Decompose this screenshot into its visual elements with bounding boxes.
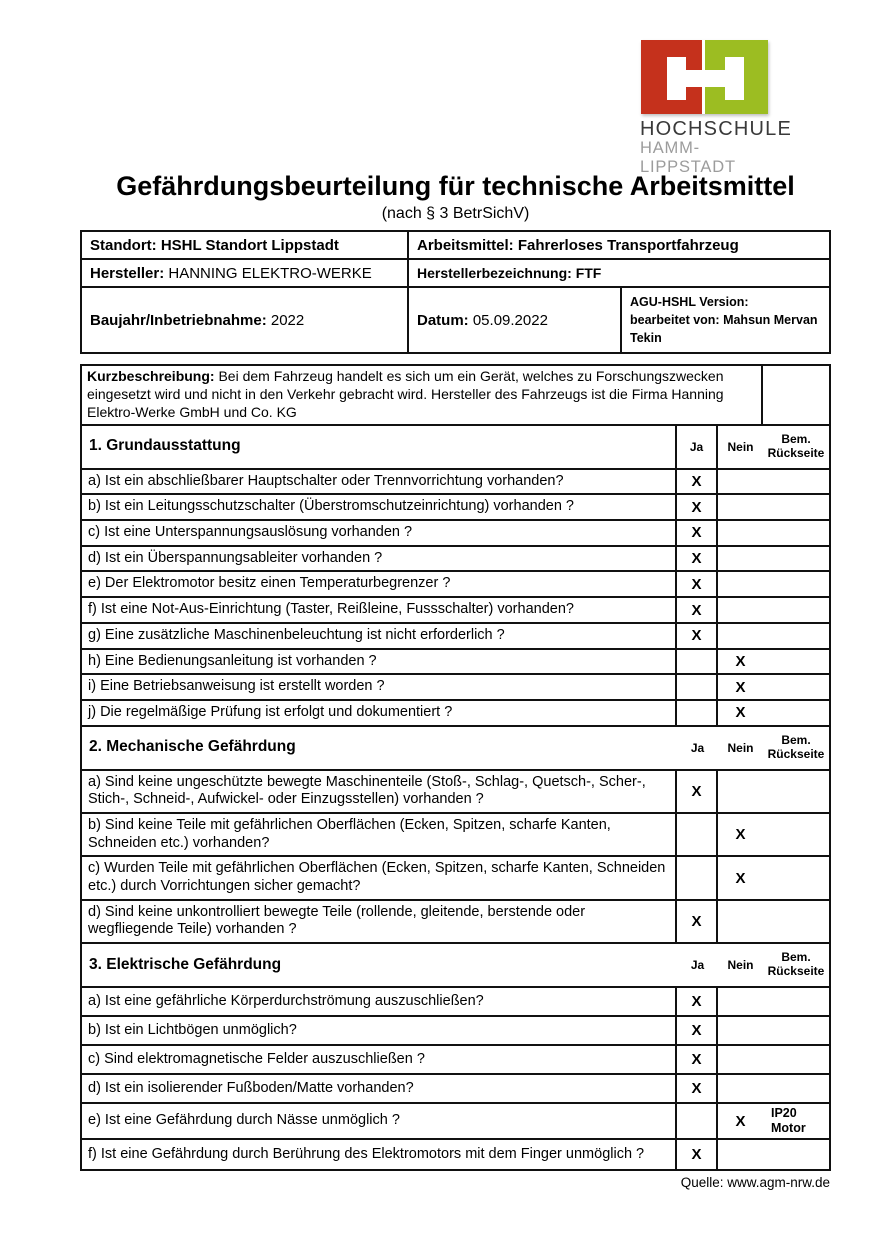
arbeitsmittel-value: Fahrerloses Transportfahrzeug <box>517 236 739 254</box>
datum-value: 05.09.2022 <box>472 311 548 329</box>
remark-cell <box>763 1140 829 1169</box>
answer-group <box>718 521 829 545</box>
checklist-row <box>82 814 829 857</box>
remark-cell <box>763 624 829 648</box>
section-title: 1. Grundausstattung <box>82 426 677 468</box>
question-text: e) Der Elektromotor besitz einen Temperaturbegrenzer ? <box>82 572 677 596</box>
answer-group <box>718 650 829 674</box>
answer-group <box>718 1017 829 1044</box>
answer-group <box>718 1075 829 1102</box>
answer-group <box>718 470 829 494</box>
answer-group <box>718 771 829 812</box>
answer-nein-cell <box>718 988 763 1015</box>
remark-cell <box>763 547 829 571</box>
datum-cell <box>407 288 620 352</box>
question-text: b) Ist ein Leitungsschutzschalter (Überstromschutzeinrichtung) vorhanden ? <box>82 495 677 519</box>
remark-cell <box>763 495 829 519</box>
hersteller-cell <box>82 260 407 286</box>
answer-ja-cell: X <box>677 901 718 942</box>
question-text: e) Ist eine Gefährdung durch Nässe unmöglich ? <box>82 1104 677 1138</box>
answer-ja-cell: X <box>677 547 718 571</box>
remark-cell <box>763 470 829 494</box>
answer-nein-cell <box>718 1046 763 1073</box>
logo-wordmark-sub: HAMM-LIPPSTADT <box>640 139 736 176</box>
checklist-row <box>82 857 829 900</box>
hersteller-label: Hersteller: <box>90 264 169 282</box>
answer-group <box>718 1140 829 1169</box>
version-line2: bearbeitet von: Mahsun Mervan Tekin <box>630 313 818 346</box>
checklist-sections <box>82 426 829 1169</box>
answer-nein-cell: X <box>735 678 746 696</box>
answer-ja-cell <box>677 857 718 898</box>
answer-group <box>718 701 829 725</box>
answer-nein-cell <box>718 624 763 648</box>
answer-nein-cell: X <box>735 1112 746 1130</box>
section-3 <box>82 944 829 1169</box>
answer-nein-cell <box>718 495 763 519</box>
answer-nein-cell: X <box>735 704 746 722</box>
checklist-row <box>82 771 829 814</box>
column-header-nein: Nein <box>727 740 754 755</box>
section-2 <box>82 727 829 945</box>
column-header-nein: Nein <box>727 439 754 454</box>
question-text: a) Ist ein abschließbarer Hauptschalter oder Trennvorrichtung vorhanden? <box>82 470 677 494</box>
question-text: c) Wurden Teile mit gefährlichen Oberflächen (Ecken, Spitzen, scharfe Kanten, Schneiden etc.) durch Vorrichtungen sicher gemacht? <box>82 857 677 898</box>
answer-ja-cell: X <box>677 624 718 648</box>
arbeitsmittel-cell <box>407 232 829 258</box>
kurzbeschreibung-body: Bei dem Fahrzeug handelt es sich um ein Gerät, welches zu Forschungszwecken eingesetzt wird und nicht in den Verkehr gebracht wird. Hersteller des Fahrzeugs ist die Firma Hanning Elektro-Werke GmbH und Co. KG <box>87 368 724 420</box>
answer-ja-cell <box>677 650 718 674</box>
answer-ja-cell <box>677 1104 718 1138</box>
checklist-row <box>82 547 829 573</box>
answer-group <box>718 988 829 1015</box>
answer-nein-cell <box>718 1140 763 1169</box>
question-text: d) Sind keine unkontrolliert bewegte Teile (rollende, gleitende, berstende oder wegfliegende Teile) vorhanden ? <box>82 901 677 942</box>
answer-ja-cell <box>677 675 718 699</box>
standort-label: Standort: <box>90 236 161 254</box>
bem-header-line1: Bem. <box>781 431 811 446</box>
question-text: d) Ist ein Überspannungsableiter vorhanden ? <box>82 547 677 571</box>
kurzbeschreibung-row <box>82 366 829 426</box>
remark-cell <box>763 988 829 1015</box>
remark-cell <box>763 572 829 596</box>
version-cell <box>620 288 829 352</box>
answer-ja-cell: X <box>677 1140 718 1169</box>
answer-group <box>718 857 829 898</box>
checklist-row <box>82 470 829 496</box>
question-text: a) Sind keine ungeschützte bewegte Maschinenteile (Stoß-, Schlag-, Quetsch-, Scher-, Stich-, Schneid-, Aufwickel- oder Einzugsstellen) vorhanden ? <box>82 771 677 812</box>
answer-group <box>718 624 829 648</box>
answer-ja-cell <box>677 814 718 855</box>
standort-value: HSHL Standort Lippstadt <box>160 236 339 254</box>
question-text: f) Ist eine Gefährdung durch Berührung des Elektromotors mit dem Finger unmöglich ? <box>82 1140 677 1169</box>
answer-nein-cell: X <box>735 652 746 670</box>
checklist-row <box>82 1104 829 1140</box>
answer-ja-cell: X <box>677 495 718 519</box>
section-title: 3. Elektrische Gefährdung <box>89 955 282 973</box>
page-subtitle: (nach § 3 BetrSichV) <box>381 204 530 222</box>
question-text: b) Ist ein Lichtbögen unmöglich? <box>82 1017 677 1044</box>
baujahr-cell <box>82 288 407 352</box>
remark-cell <box>763 650 829 674</box>
checklist-table <box>80 364 831 1171</box>
checklist-row <box>82 572 829 598</box>
answer-nein-cell <box>718 470 763 494</box>
answer-group <box>718 495 829 519</box>
answer-nein-cell <box>718 572 763 596</box>
question-text: f) Ist eine Not-Aus-Einrichtung (Taster, Reißleine, Fussschalter) vorhanden? <box>82 598 677 622</box>
info-table <box>80 230 831 354</box>
question-text: c) Sind elektromagnetische Felder auszuschließen ? <box>82 1046 677 1073</box>
remark-cell <box>763 857 829 898</box>
logo-cross-stub-right <box>725 57 744 100</box>
bem-header-line2: Rückseite <box>767 445 825 460</box>
checklist-row <box>82 1017 829 1046</box>
info-row-1 <box>82 232 829 258</box>
answer-group <box>718 901 829 942</box>
remark-cell <box>763 521 829 545</box>
logo-cross-stub-left <box>667 57 686 100</box>
datum-label: Datum: <box>417 311 473 329</box>
section-title: 2. Mechanische Gefährdung <box>89 738 296 756</box>
answer-ja-cell: X <box>677 1046 718 1073</box>
remark-cell <box>763 771 829 812</box>
answer-nein-cell <box>718 771 763 812</box>
answer-ja-cell <box>677 701 718 725</box>
hshl-logo <box>640 40 793 177</box>
column-header-group <box>718 426 829 468</box>
question-text: j) Die regelmäßige Prüfung ist erfolgt und dokumentiert ? <box>82 701 677 725</box>
remark-cell <box>763 598 829 622</box>
question-text: a) Ist eine gefährliche Körperdurchströmung auszuschließen? <box>82 988 677 1015</box>
column-header-bem <box>763 734 829 762</box>
bem-header-line1: Bem. <box>781 732 811 747</box>
answer-group <box>718 598 829 622</box>
answer-group <box>718 547 829 571</box>
standort-cell <box>82 232 407 258</box>
section-header-row <box>82 426 829 470</box>
baujahr-value: 2022 <box>270 311 305 329</box>
answer-group <box>718 675 829 699</box>
answer-nein-cell <box>718 521 763 545</box>
herstellerbezeichnung-cell <box>407 260 829 286</box>
checklist-row <box>82 624 829 650</box>
remark-cell <box>763 814 829 855</box>
answer-ja-cell: X <box>677 771 718 812</box>
answer-nein-cell <box>718 1075 763 1102</box>
checklist-row <box>82 521 829 547</box>
question-text: d) Ist ein isolierender Fußboden/Matte vorhanden? <box>82 1075 677 1102</box>
info-row-2 <box>82 258 829 286</box>
checklist-row <box>82 701 829 727</box>
bem-header-line2: Rückseite <box>767 964 825 979</box>
answer-nein-cell <box>718 1017 763 1044</box>
page-title: Gefährdungsbeurteilung für technische Arbeitsmittel <box>116 171 795 201</box>
remark-cell <box>763 1046 829 1073</box>
column-header-nein: Nein <box>727 958 754 973</box>
baujahr-label: Baujahr/Inbetriebnahme: <box>90 311 271 329</box>
answer-ja-cell: X <box>677 1017 718 1044</box>
checklist-row <box>82 901 829 944</box>
answer-nein-cell <box>718 901 763 942</box>
column-header-group <box>718 944 829 986</box>
answer-ja-cell: X <box>677 572 718 596</box>
info-row-3 <box>82 286 829 352</box>
source-note: Quelle: www.agm-nrw.de <box>680 1175 830 1191</box>
bem-header-line2: Rückseite <box>767 746 825 761</box>
hshl-logo-icon <box>641 40 768 114</box>
kurzbeschreibung-label: Kurzbeschreibung: <box>87 368 219 384</box>
checklist-row <box>82 1075 829 1104</box>
section-1 <box>82 426 829 727</box>
herstellerbezeichnung-label: Herstellerbezeichnung: <box>417 265 576 281</box>
question-text: b) Sind keine Teile mit gefährlichen Oberflächen (Ecken, Spitzen, scharfe Kanten, Schneiden etc.) vorhanden? <box>82 814 677 855</box>
column-header-bem <box>763 433 829 461</box>
section-header-row <box>82 727 829 771</box>
question-text: g) Eine zusätzliche Maschinenbeleuchtung ist nicht erforderlich ? <box>82 624 677 648</box>
answer-ja-cell: X <box>677 598 718 622</box>
answer-nein-cell: X <box>735 869 746 887</box>
remark-cell <box>763 1075 829 1102</box>
checklist-row <box>82 1140 829 1169</box>
checklist-row <box>82 988 829 1017</box>
answer-ja-cell: X <box>677 470 718 494</box>
answer-ja-cell: X <box>677 521 718 545</box>
answer-group <box>718 1046 829 1073</box>
question-text: i) Eine Betriebsanweisung ist erstellt worden ? <box>82 675 677 699</box>
column-header-ja: Ja <box>677 426 718 468</box>
column-header-group <box>718 727 829 769</box>
checklist-row <box>82 675 829 701</box>
logo-wordmark: HOCHSCHULE <box>640 118 793 140</box>
remark-cell <box>763 675 829 699</box>
kurzbeschreibung-text <box>82 366 763 424</box>
answer-group <box>718 1104 829 1138</box>
arbeitsmittel-label: Arbeitsmittel: <box>417 236 518 254</box>
answer-nein-cell <box>718 547 763 571</box>
answer-ja-cell: X <box>677 1075 718 1102</box>
section-header-row <box>82 944 829 988</box>
column-header-ja: Ja <box>690 740 705 755</box>
remark-cell <box>763 901 829 942</box>
column-header-bem <box>763 951 829 979</box>
answer-ja-cell: X <box>677 988 718 1015</box>
bem-header-line1: Bem. <box>781 950 811 965</box>
question-text: h) Eine Bedienungsanleitung ist vorhanden ? <box>82 650 677 674</box>
version-line1: AGU-HSHL Version: <box>630 295 749 309</box>
hersteller-value: HANNING ELEKTRO-WERKE <box>168 264 372 282</box>
kurzbeschreibung-empty-cell <box>763 366 829 424</box>
answer-nein-cell: X <box>735 826 746 844</box>
checklist-row <box>82 598 829 624</box>
answer-nein-cell <box>718 598 763 622</box>
herstellerbezeichnung-value: FTF <box>575 265 602 281</box>
checklist-row <box>82 1046 829 1075</box>
question-text: c) Ist eine Unterspannungsauslösung vorhanden ? <box>82 521 677 545</box>
answer-group <box>718 814 829 855</box>
checklist-row <box>82 650 829 676</box>
answer-group <box>718 572 829 596</box>
remark-cell <box>763 1017 829 1044</box>
checklist-row <box>82 495 829 521</box>
column-header-ja: Ja <box>690 958 705 973</box>
remark-cell: IP20 Motor <box>771 1106 806 1136</box>
remark-cell <box>763 701 829 725</box>
